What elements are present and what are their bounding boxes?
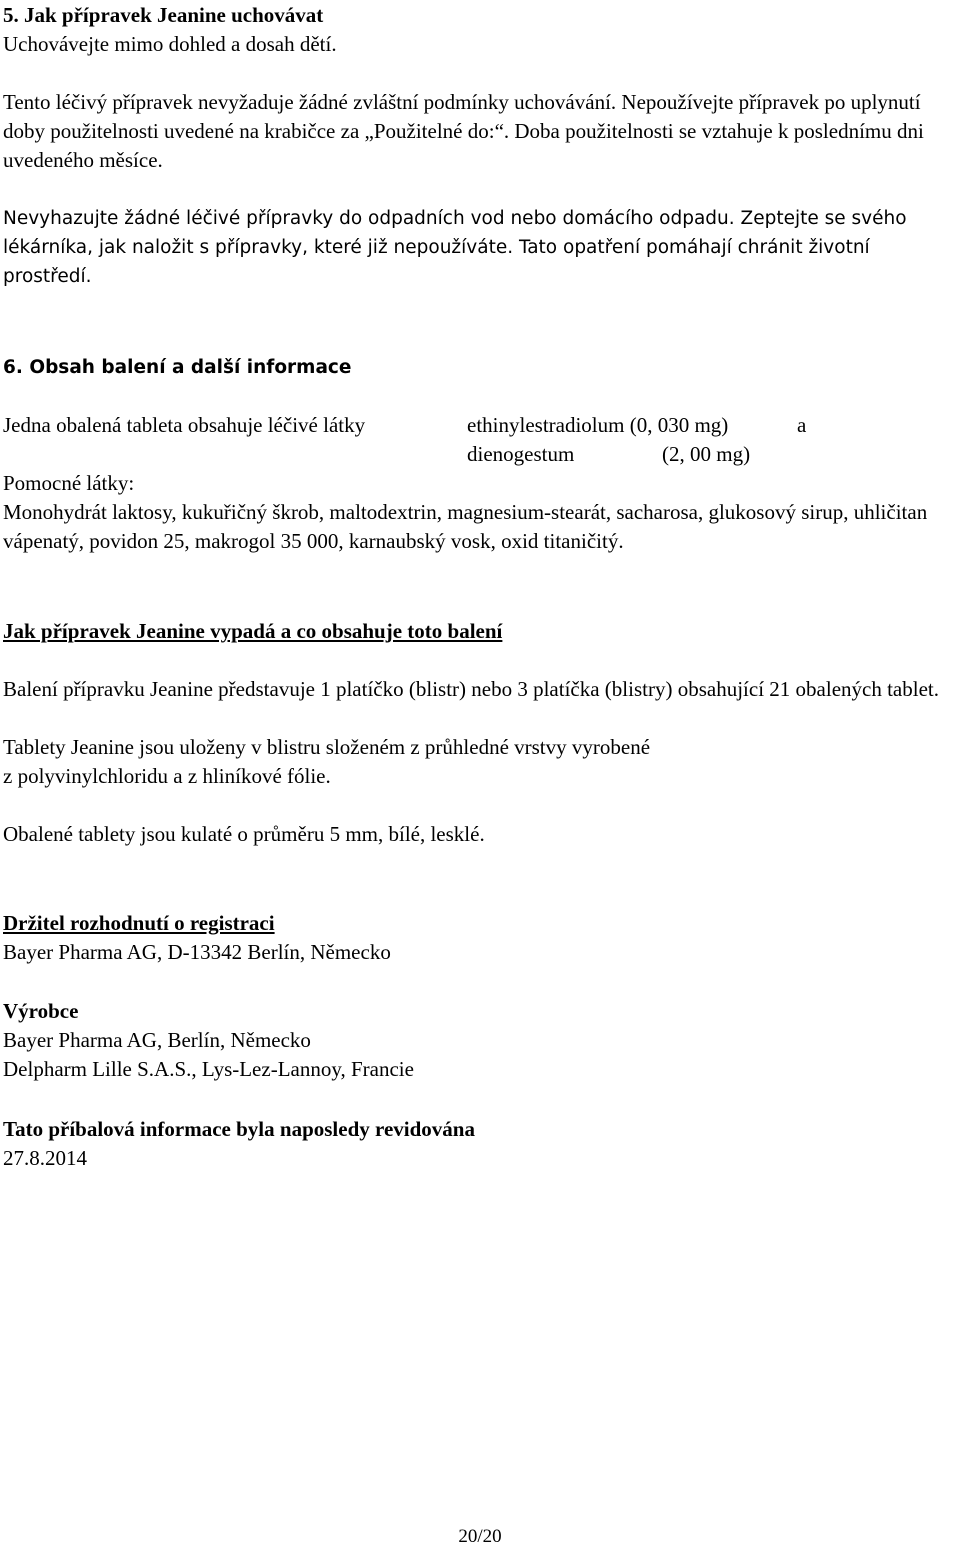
manufacturer-1: Bayer Pharma AG, Berlín, Německo [3,1028,311,1052]
holder-text: Bayer Pharma AG, D-13342 Berlín, Německo [3,940,391,964]
keep-away-text: Uchovávejte mimo dohled a dosah dětí. [3,32,337,56]
revision-date: 27.8.2014 [3,1146,87,1170]
holder-heading: Držitel rozhodnutí o registraci [3,911,275,935]
substance-1: ethinylestradiolum (0, 030 mg) [467,413,729,437]
ingredients-lead: Jedna obalená tableta obsahuje léčivé látky [3,413,366,437]
appearance-heading: Jak přípravek Jeanine vypadá a co obsahuje toto balení [3,619,503,643]
manufacturer-2: Delpharm Lille S.A.S., Lys-Lez-Lannoy, Francie [3,1057,414,1081]
revision-heading: Tato příbalová informace byla naposledy revidována [3,1117,475,1141]
ingredients-row-2 [3,440,958,469]
ingredients-conjunction: a [797,413,807,437]
blister-line-2: z polyvinylchloridu a z hliníkové fólie. [3,764,331,788]
disposal-paragraph: Nevyhazujte žádné léčivé přípravky do odpadních vod nebo domácího odpadu. Zeptejte se svého lékárníka, jak naložit s přípravky, které již nepoužíváte. Tato opatření pomáhají chránit životní prostředí. [3,208,907,287]
blister-line-1: Tablety Jeanine jsou uloženy v blistru složeném z průhledné vrstvy vyrobené [3,735,651,759]
manufacturer-heading: Výrobce [3,999,79,1023]
ingredients-row-1 [3,411,958,440]
excipients-label: Pomocné látky: [3,471,135,495]
excipients-text: Monohydrát laktosy, kukuřičný škrob, maltodextrin, magnesium-stearát, sacharosa, glukosový sirup, uhličitan vápenatý, povidon 25, makrogol 35 000, karnaubský vosk, oxid titaničitý. [3,500,928,553]
active-ingredients [3,411,958,469]
storage-paragraph: Tento léčivý přípravek nevyžaduje žádné zvláštní podmínky uchovávání. Nepoužívejte přípravek po uplynutí doby použitelnosti uvedené na krabičce za „Použitelné do:“. Doba použitelnosti se vztahuje k poslednímu dni uvedeného měsíce. [3,90,924,172]
substance-2-name: dienogestum [467,442,575,466]
section-5-heading: 5. Jak přípravek Jeanine uchovávat [3,3,324,27]
pack-paragraph: Balení přípravku Jeanine představuje 1 platíčko (blistr) nebo 3 platíčka (blistry) obsahující 21 obalených tablet. [3,677,939,701]
section-6-heading: 6. Obsah balení a další informace [3,357,352,378]
tablets-description: Obalené tablety jsou kulaté o průměru 5 mm, bílé, lesklé. [3,822,485,846]
substance-2-amount: (2, 00 mg) [662,442,751,466]
page-number: 20/20 [458,1526,502,1547]
